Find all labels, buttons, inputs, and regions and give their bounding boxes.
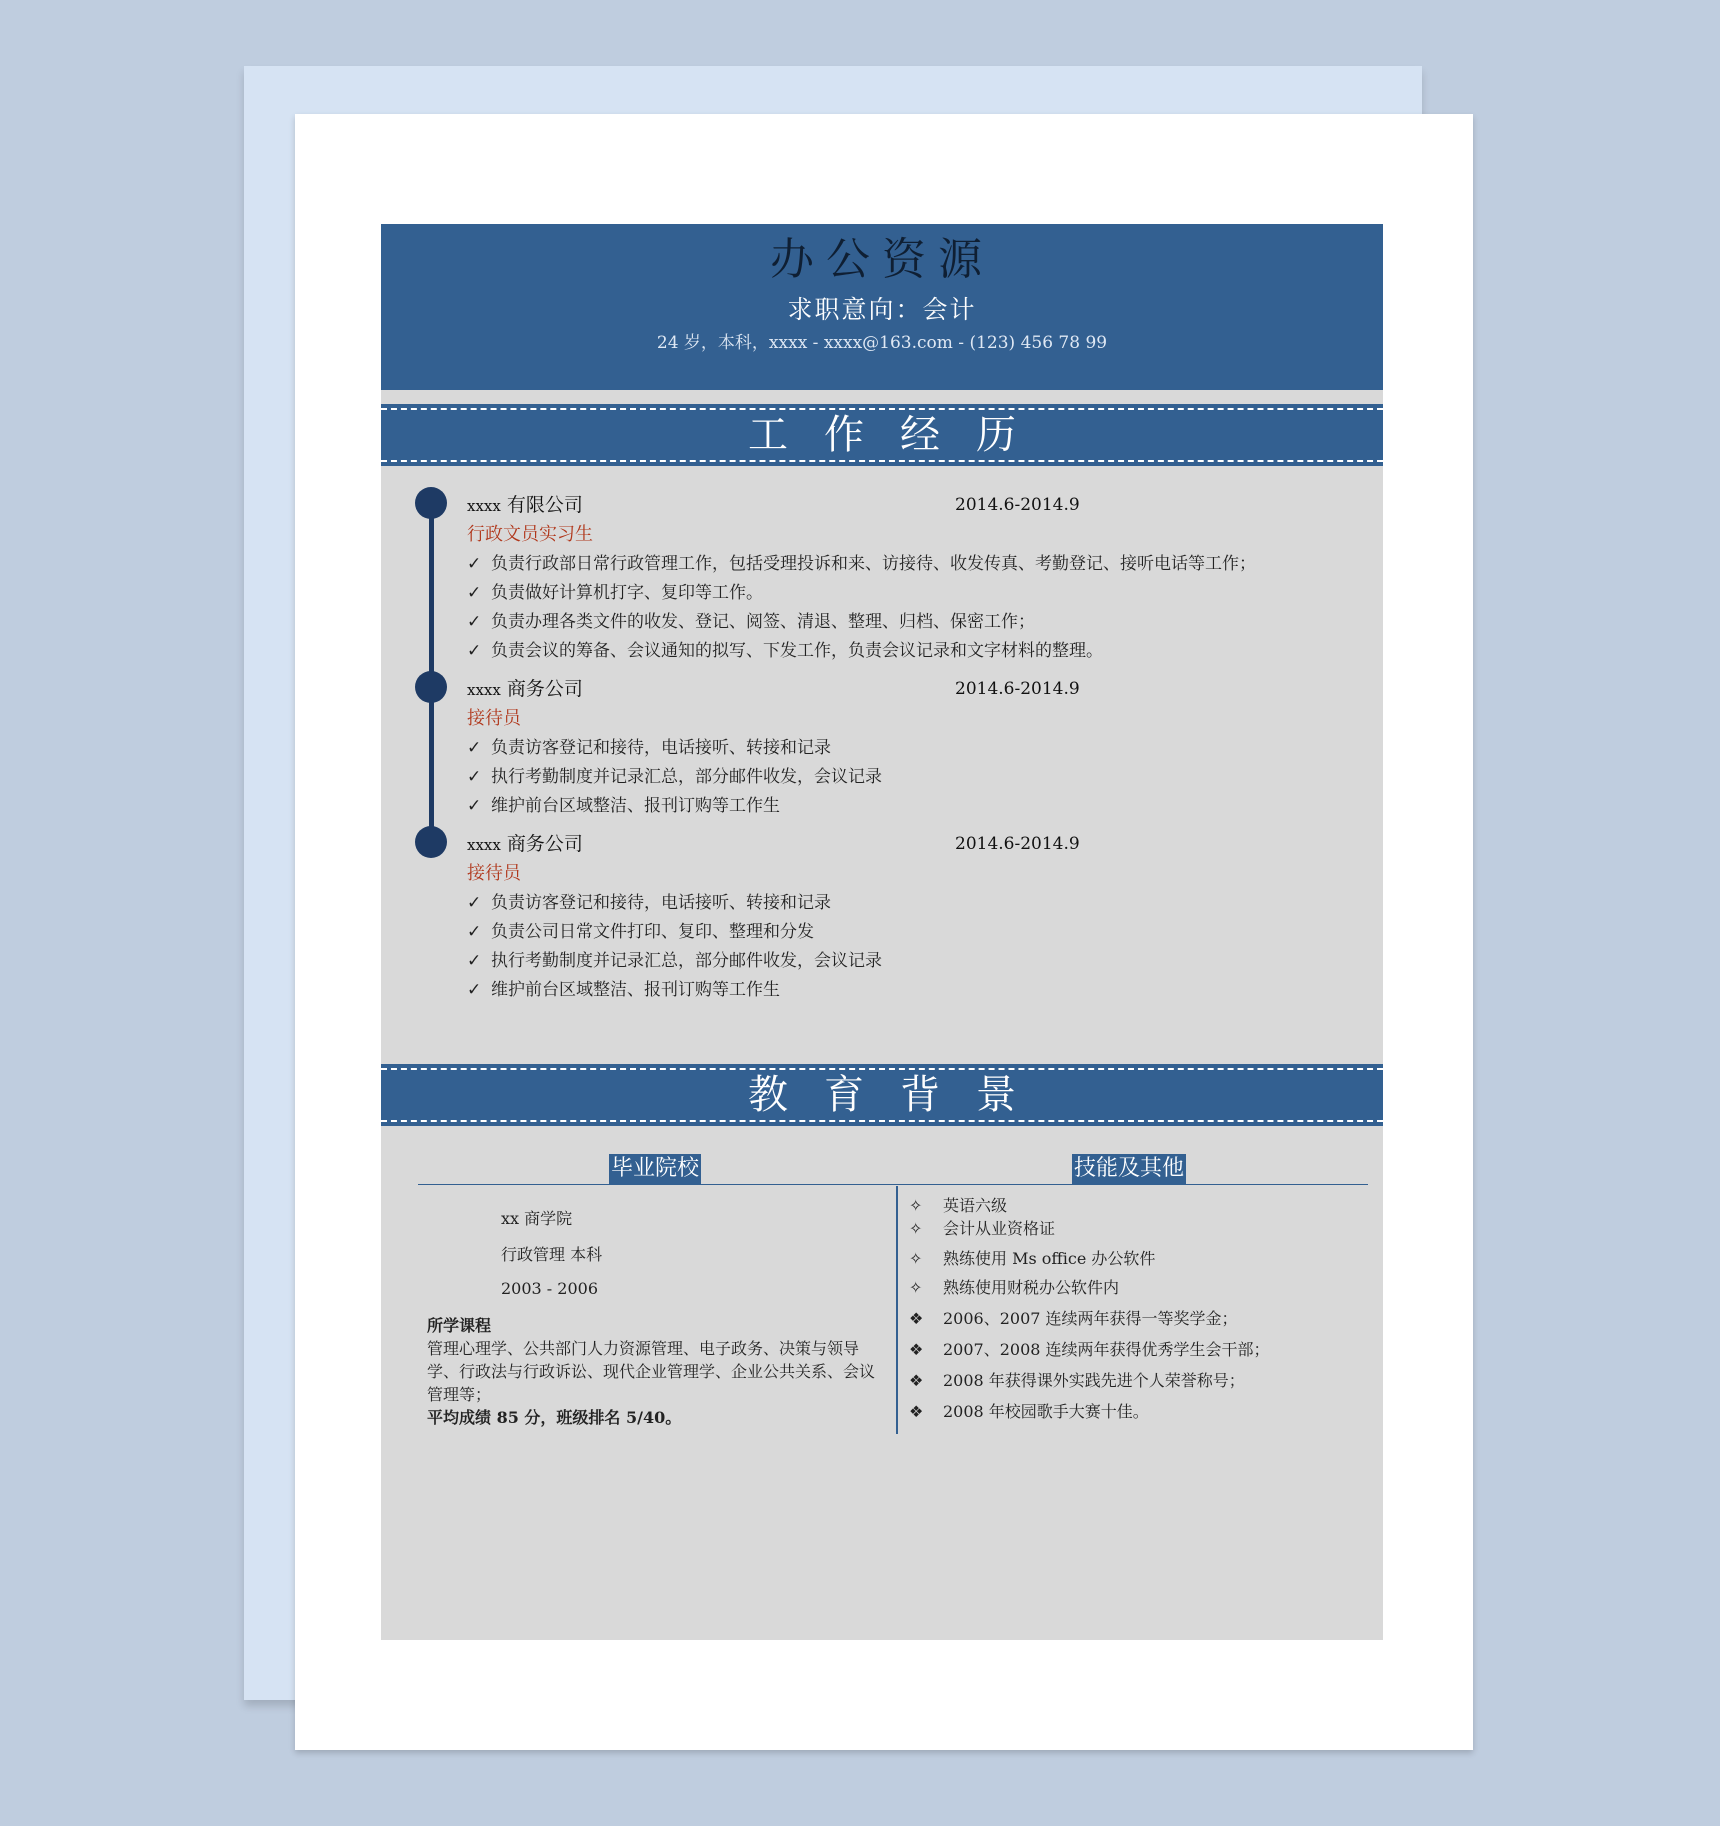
duty-text: 维护前台区域整洁、报刊订购等工作生	[491, 796, 780, 816]
duty-text: 执行考勤制度并记录汇总，部分邮件收发，会议记录	[491, 767, 882, 787]
check-icon: ✓	[467, 554, 482, 574]
job-intention: 求职意向：会计	[787, 295, 977, 324]
dashed-border	[381, 1068, 1383, 1070]
timeline-dot	[415, 671, 447, 703]
duty-text: 负责办理各类文件的收发、登记、阅签、清退、整理、归档、保密工作；	[491, 612, 1035, 632]
candidate-name: 办公资源	[770, 234, 994, 285]
company-name	[467, 829, 1347, 859]
duty-item	[467, 947, 1347, 976]
check-icon: ✓	[467, 922, 482, 942]
diamond-icon: ❖	[909, 1371, 924, 1390]
skill-text: 会计从业资格证	[943, 1219, 1056, 1238]
skill-text: 2007、2008 连续两年获得优秀学生会干部；	[943, 1340, 1270, 1359]
check-icon: ✓	[467, 641, 482, 661]
section-bar-work	[381, 404, 1383, 466]
job-entry	[467, 674, 1347, 821]
dashed-border	[381, 408, 1383, 410]
skill-item	[909, 1338, 1270, 1362]
job-entry	[467, 829, 1347, 1005]
check-icon: ✓	[467, 583, 482, 603]
skill-item	[909, 1307, 1238, 1331]
skill-item	[909, 1369, 1245, 1393]
skill-text: 2008 年获得课外实践先进个人荣誉称号；	[943, 1371, 1245, 1390]
duty-text: 负责公司日常文件打印、复印、整理和分发	[491, 922, 814, 942]
school-years: 2003 - 2006	[501, 1279, 599, 1298]
duty-text: 负责访客登记和接待，电话接听、转接和记录	[491, 738, 831, 758]
skill-item	[909, 1247, 1155, 1271]
company-name	[467, 490, 1347, 520]
duty-item	[467, 792, 1347, 821]
job-role: 行政文员实习生	[467, 524, 593, 545]
job-role: 接待员	[467, 708, 521, 729]
section-title-education: 教育背景	[748, 1072, 1052, 1118]
check-icon: ✓	[467, 767, 482, 787]
timeline-dot	[415, 826, 447, 858]
skill-text: 熟练使用财税办公软件内	[943, 1278, 1120, 1297]
dashed-border	[381, 460, 1383, 462]
section-bar-education	[381, 1064, 1383, 1126]
duty-text: 负责行政部日常行政管理工作，包括受理投诉和来、访接待、收发传真、考勤登记、接听电话等工作；	[491, 554, 1256, 574]
skill-item	[909, 1217, 1055, 1241]
skill-text: 英语六级	[943, 1196, 1008, 1215]
skills-heading: 技能及其他	[1072, 1154, 1186, 1184]
divider-horizontal	[418, 1184, 1368, 1185]
duty-item	[467, 637, 1347, 666]
duty-text: 负责访客登记和接待，电话接听、转接和记录	[491, 893, 831, 913]
score-text: 平均成绩 85 分，班级排名 5/40。	[427, 1408, 682, 1427]
company-label: 商务公司	[506, 678, 583, 700]
check-icon: ✓	[467, 738, 482, 758]
job-date: 2014.6-2014.9	[955, 679, 1080, 699]
job-date: 2014.6-2014.9	[955, 495, 1080, 515]
company-prefix: xxxx	[467, 497, 501, 515]
duty-item	[467, 976, 1347, 1005]
skill-item	[909, 1194, 1007, 1218]
company-prefix: xxxx	[467, 836, 501, 854]
company-prefix: xxxx	[467, 681, 501, 699]
check-icon: ✓	[467, 796, 482, 816]
school-name: xx 商学院	[501, 1209, 573, 1228]
skill-text: 2008 年校园歌手大赛十佳。	[943, 1402, 1149, 1421]
diamond-icon: ❖	[909, 1402, 924, 1421]
courses-list: 管理心理学、公共部门人力资源管理、电子政务、决策与领导学、行政法与行政诉讼、现代企业管理学、企业公共关系、会议管理等；	[427, 1339, 876, 1404]
diamond-icon: ✧	[909, 1249, 923, 1268]
duty-text: 负责会议的筹备、会议通知的拟写、下发工作，负责会议记录和文字材料的整理。	[491, 641, 1103, 661]
diamond-icon: ✧	[909, 1219, 923, 1238]
diamond-icon: ✧	[909, 1196, 923, 1215]
duty-item	[467, 889, 1347, 918]
school-heading: 毕业院校	[609, 1154, 701, 1184]
check-icon: ✓	[467, 980, 482, 1000]
divider-vertical	[896, 1186, 898, 1434]
job-date: 2014.6-2014.9	[955, 834, 1080, 854]
dashed-border	[381, 1120, 1383, 1122]
duty-text: 维护前台区域整洁、报刊订购等工作生	[491, 980, 780, 1000]
diamond-icon: ✧	[909, 1278, 923, 1297]
check-icon: ✓	[467, 951, 482, 971]
diamond-icon: ❖	[909, 1340, 924, 1359]
company-label: 商务公司	[506, 833, 583, 855]
check-icon: ✓	[467, 893, 482, 913]
skill-text: 熟练使用 Ms office 办公软件	[943, 1249, 1156, 1268]
timeline-dot	[415, 487, 447, 519]
job-entry	[467, 490, 1347, 666]
section-title-work: 工作经历	[748, 412, 1052, 458]
skill-item	[909, 1276, 1119, 1300]
diamond-icon: ❖	[909, 1309, 924, 1328]
duty-item	[467, 734, 1347, 763]
duty-item	[467, 918, 1347, 947]
courses-label: 所学课程	[427, 1316, 492, 1335]
courses-block	[427, 1314, 887, 1429]
skill-item	[909, 1400, 1149, 1424]
duty-item	[467, 579, 1347, 608]
duty-item	[467, 550, 1347, 579]
company-label: 有限公司	[506, 494, 583, 516]
skill-text: 2006、2007 连续两年获得一等奖学金；	[943, 1309, 1238, 1328]
duty-item	[467, 608, 1347, 637]
duty-text: 负责做好计算机打字、复印等工作。	[491, 583, 763, 603]
resume-header	[381, 224, 1383, 390]
contact-info: 24 岁，本科，xxxx - xxxx@163.com - (123) 456 78 99	[656, 333, 1108, 353]
job-role: 接待员	[467, 863, 521, 884]
company-name	[467, 674, 1347, 704]
duty-item	[467, 763, 1347, 792]
check-icon: ✓	[467, 612, 482, 632]
duty-text: 执行考勤制度并记录汇总，部分邮件收发，会议记录	[491, 951, 882, 971]
resume-panel	[381, 224, 1383, 1640]
school-major: 行政管理 本科	[501, 1245, 603, 1264]
